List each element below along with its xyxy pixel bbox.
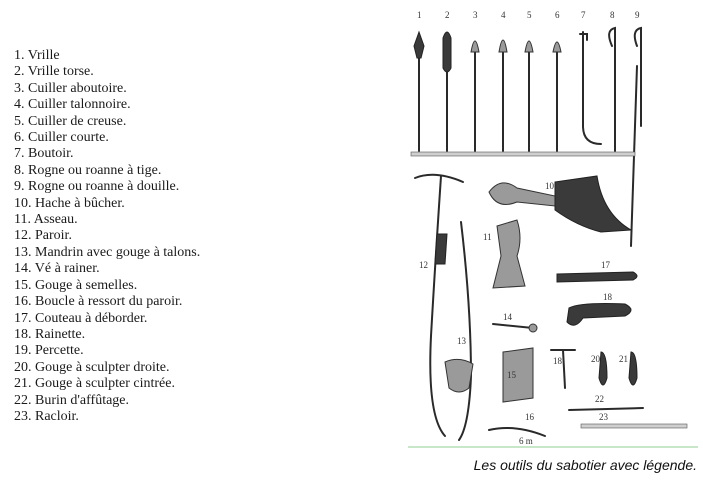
tool-number-6: 6 (555, 10, 560, 20)
legend-item: 19. Percette. (14, 343, 84, 359)
gouge-semelles-drawing (503, 348, 533, 402)
legend-item: 13. Mandrin avec gouge à talons. (14, 244, 201, 260)
tool-number-2: 2 (445, 10, 450, 20)
legend-item: 11. Asseau. (14, 212, 78, 228)
tool-number-20: 20 (591, 354, 600, 364)
legend-item: 8. Rogne ou roanne à tige. (14, 162, 162, 178)
legend-item: 7. Boutoir. (14, 146, 74, 162)
legend-item: 5. Cuiller de creuse. (14, 113, 127, 129)
knives-drawing (557, 260, 637, 325)
tool-number-4: 4 (501, 10, 506, 20)
tool-number-11: 11 (483, 232, 492, 242)
paroir-drawing (415, 175, 463, 436)
legend-item: 15. Gouge à semelles. (14, 277, 138, 293)
asseau-drawing (483, 220, 525, 288)
tool-number-18: 18 (603, 292, 612, 302)
legend-item: 4. Cuiller talonnoire. (14, 97, 131, 113)
mandrin-drawing (445, 222, 473, 440)
legend-item: 3. Cuiller aboutoire. (14, 80, 127, 96)
tool-number-22: 22 (595, 394, 604, 404)
top-number-labels (417, 10, 640, 20)
legend-item: 6. Cuiller courte. (14, 130, 109, 146)
legend-item: 20. Gouge à sculpter droite. (14, 359, 170, 375)
tool-number-1: 1 (417, 10, 422, 20)
tool-number-12: 12 (419, 260, 428, 270)
tool-number-10: 10 (545, 181, 554, 191)
tool-number-16: 16 (525, 412, 534, 422)
legend-item: 17. Couteau à déborder. (14, 310, 148, 326)
legend-item: 21. Gouge à sculpter cintrée. (14, 376, 175, 392)
tool-number-15: 15 (507, 370, 516, 380)
tool-number-5: 5 (527, 10, 532, 20)
ve-rainer-drawing (493, 312, 537, 332)
tool-legend-list (14, 48, 200, 425)
tool-number-9: 9 (635, 10, 640, 20)
figure-caption: Les outils du sabotier avec légende. (473, 457, 697, 473)
tool-number-7: 7 (581, 10, 586, 20)
legend-item: 16. Boucle à ressort du paroir. (14, 294, 183, 310)
legend-item: 10. Hache à bûcher. (14, 195, 125, 211)
tool-number-14: 14 (503, 312, 512, 322)
legend-item: 14. Vé à rainer. (14, 261, 100, 277)
tool-number-17: 17 (601, 260, 610, 270)
legend-item: 9. Rogne ou roanne à douille. (14, 179, 180, 195)
legend-item: 18. Rainette. (14, 326, 86, 342)
tool-number-23: 23 (599, 412, 608, 422)
legend-item: 22. Burin d'affûtage. (14, 392, 130, 408)
legend-item: 23. Racloir. (14, 408, 79, 424)
tool-number-13: 13 (457, 336, 466, 346)
tool-number-21: 21 (619, 354, 628, 364)
tools-illustration (405, 6, 703, 452)
tool-number-3: 3 (473, 10, 478, 20)
tool-number-19: 18 (553, 356, 562, 366)
legend-item: 1. Vrille (14, 48, 60, 63)
legend-item: 2. Vrille torse. (14, 64, 94, 80)
scale-label: 6 m (519, 436, 533, 446)
legend-item: 12. Paroir. (14, 228, 72, 244)
bottom-tools-drawing (408, 394, 698, 448)
small-tools-drawing (551, 350, 637, 388)
tool-number-8: 8 (610, 10, 615, 20)
